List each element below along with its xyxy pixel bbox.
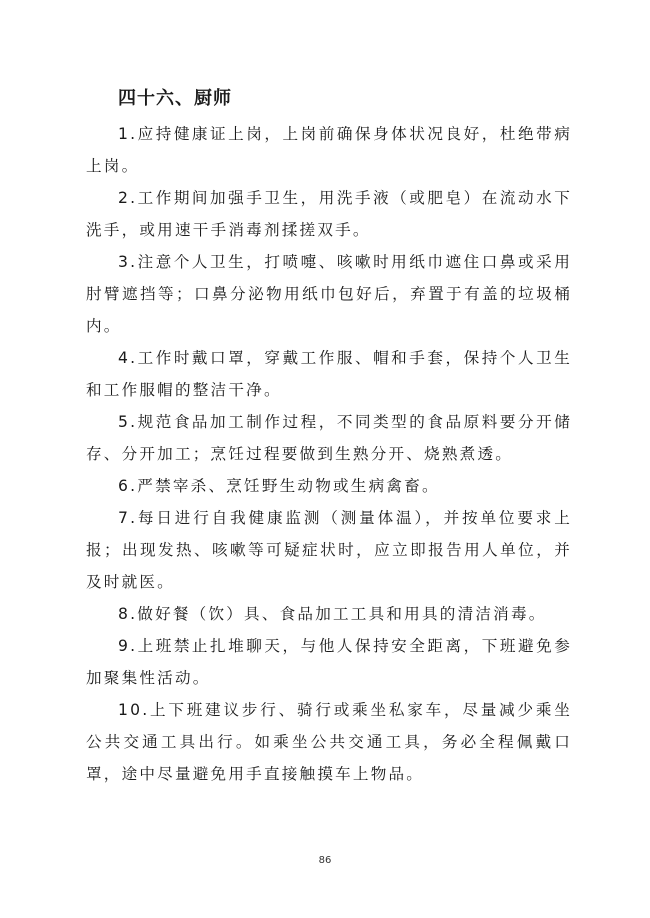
guideline-list	[86, 118, 572, 790]
guideline-item-4: 4.工作时戴口罩，穿戴工作服、帽和手套，保持个人卫生和工作服帽的整洁干净。	[86, 349, 572, 399]
guideline-item-5: 5.规范食品加工制作过程，不同类型的食品原料要分开储存、分开加工；烹饪过程要做到生熟分开、烧熟煮透。	[86, 413, 572, 463]
section-heading: 四十六、厨师	[118, 88, 232, 109]
guideline-item-1: 1.应持健康证上岗，上岗前确保身体状况良好，杜绝带病上岗。	[86, 125, 572, 175]
guideline-item-8: 8.做好餐（饮）具、食品加工工具和用具的清洁消毒。	[118, 605, 547, 623]
guideline-item-3: 3.注意个人卫生，打喷嚏、咳嗽时用纸巾遮住口鼻或采用肘臂遮挡等；口鼻分泌物用纸巾包好后，弃置于有盖的垃圾桶内。	[86, 253, 572, 335]
guideline-item-6: 6.严禁宰杀、烹饪野生动物或生病禽畜。	[118, 477, 440, 495]
guideline-item-9: 9.上班禁止扎堆聊天，与他人保持安全距离，下班避免参加聚集性活动。	[86, 637, 572, 687]
page-number: 86	[318, 855, 332, 866]
guideline-item-7: 7.每日进行自我健康监测（测量体温），并按单位要求上报；出现发热、咳嗽等可疑症状时，应立即报告用人单位，并及时就医。	[86, 509, 572, 591]
guideline-item-10: 10.上下班建议步行、骑行或乘坐私家车，尽量减少乘坐公共交通工具出行。如乘坐公共交通工具，务必全程佩戴口罩，途中尽量避免用手直接触摸车上物品。	[86, 701, 572, 783]
guideline-item-2: 2.工作期间加强手卫生，用洗手液（或肥皂）在流动水下洗手，或用速干手消毒剂揉搓双手。	[86, 189, 572, 239]
